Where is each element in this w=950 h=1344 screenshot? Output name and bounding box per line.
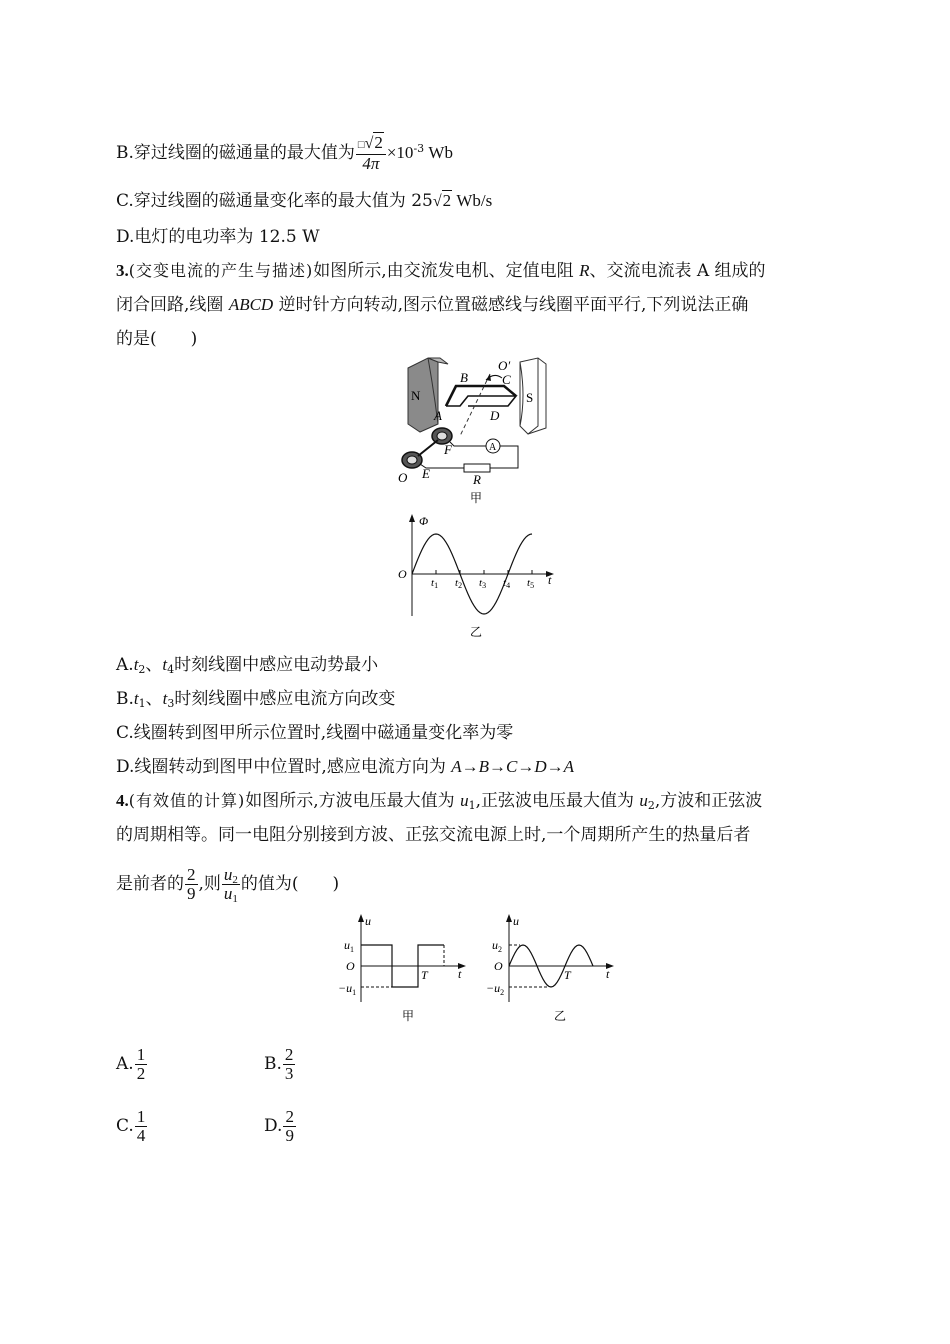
fraction: $\frac{□√2}{4\pi}$ [356, 134, 386, 173]
neg-u1-label: $-u_1$ [338, 981, 357, 997]
svg-text:u: u [513, 914, 519, 928]
q4-option-d[interactable]: D. $\frac{2}{9}$ [264, 1107, 294, 1145]
label-r: R [473, 472, 481, 487]
label-d: D [490, 408, 500, 423]
label-f: F [444, 442, 452, 457]
q3-option-a[interactable]: $A.t_2$、$t_4$时刻线圈中感应电动势最小 [116, 655, 379, 676]
ammeter-label: A [489, 442, 497, 453]
neg-u2-label: $-u_2$ [486, 981, 505, 997]
label-s: S [526, 390, 534, 405]
q3-option-c[interactable]: C.线圈转到图甲所示位置时,线圈中磁通量变化率为零 [116, 723, 514, 743]
q4-stem-line3: 是前者的 $\frac{2}{9}$ ,则 $\frac{u_2}{u_1}$ 的值为( ) [116, 865, 340, 905]
q4-stem-line2: 的周期相等。同一电阻分别接到方波、正弦交流电源上时,一个周期所产生的热量后者 [116, 825, 751, 845]
q2-option-b[interactable]: B.穿过线圈的磁通量的最大值为 $\frac{□√2}{4\pi}$ $\times 10^{-3}$ Wb [116, 133, 453, 173]
svg-text:甲: 甲 [402, 1009, 415, 1023]
radical: √2 [432, 191, 452, 210]
label-e: E [422, 466, 430, 481]
external-circuit [420, 439, 518, 472]
label-c: C [502, 372, 511, 387]
fraction-two-ninths: $\frac{2}{9}$ [187, 865, 196, 903]
tick-label: t1 [431, 577, 439, 590]
y-label: Φ [419, 514, 429, 528]
q3-option-b[interactable]: $B.t_1$、$t_3$时刻线圈中感应电流方向改变 [116, 689, 396, 710]
q3-stem-line3: 的是( ) [116, 329, 198, 349]
q3-option-d[interactable]: D.线圈转动到图甲中位置时,感应电流方向为 A→B→C→D→A [116, 757, 575, 777]
label-b: B [460, 370, 468, 385]
svg-text:T: T [421, 968, 428, 982]
caption-jia: 甲 [470, 491, 483, 505]
q4-stem-line1: 4.(有效值的计算)如图所示,方波电压最大值为 $u_1$,正弦波电压最大值为 $u_2$,方波和正弦波 [116, 791, 763, 812]
flux-time-graph [394, 512, 564, 642]
svg-text:乙: 乙 [554, 1009, 567, 1023]
svg-text:O: O [494, 959, 503, 973]
tick-label: t3 [479, 577, 487, 590]
fraction-u2-u1: $\frac{u_2}{u_1}$ [223, 865, 238, 905]
svg-text:u: u [365, 914, 371, 928]
label-a: A [434, 408, 442, 423]
label-o-prime: O′ [498, 358, 511, 373]
caption-yi: 乙 [470, 625, 483, 639]
svg-text:T: T [564, 968, 571, 982]
q2-option-c[interactable]: C.穿过线圈的磁通量变化率的最大值为 25√2 Wb/s [116, 191, 493, 211]
u2-label: $u_2$ [492, 938, 502, 954]
q4-option-a[interactable]: A. $\frac{1}{2}$ [116, 1045, 146, 1083]
tick-label: t4 [503, 577, 511, 590]
origin-label: O [398, 567, 407, 581]
svg-text:t: t [458, 967, 462, 981]
tick-label: t2 [455, 577, 463, 590]
svg-text:O: O [346, 959, 355, 973]
q3-stem-line2: 闭合回路,线圈 ABCD 逆时针方向转动,图示位置磁感线与线圈平面平行,下列说法正确 [116, 295, 749, 315]
x-label: t [548, 573, 552, 587]
q2-option-d[interactable]: D.电灯的电功率为 12.5 W [116, 227, 320, 247]
tick-label: t5 [527, 577, 535, 590]
q4-option-c[interactable]: C. $\frac{1}{4}$ [116, 1107, 146, 1145]
label-o: O [398, 470, 408, 485]
sine-wave-graph [484, 912, 624, 1028]
q3-stem-line1: 3.(交变电流的产生与描述)如图所示,由交流发电机、定值电阻 R、交流电流表 A 组成的 [116, 261, 766, 281]
u1-label: $u_1$ [344, 938, 354, 954]
label-n: N [411, 388, 421, 403]
generator-diagram [390, 356, 570, 508]
q4-option-b[interactable]: B. $\frac{2}{3}$ [264, 1045, 294, 1083]
svg-text:t: t [606, 967, 610, 981]
time-ticks [431, 570, 534, 590]
square-wave-graph [336, 912, 476, 1028]
